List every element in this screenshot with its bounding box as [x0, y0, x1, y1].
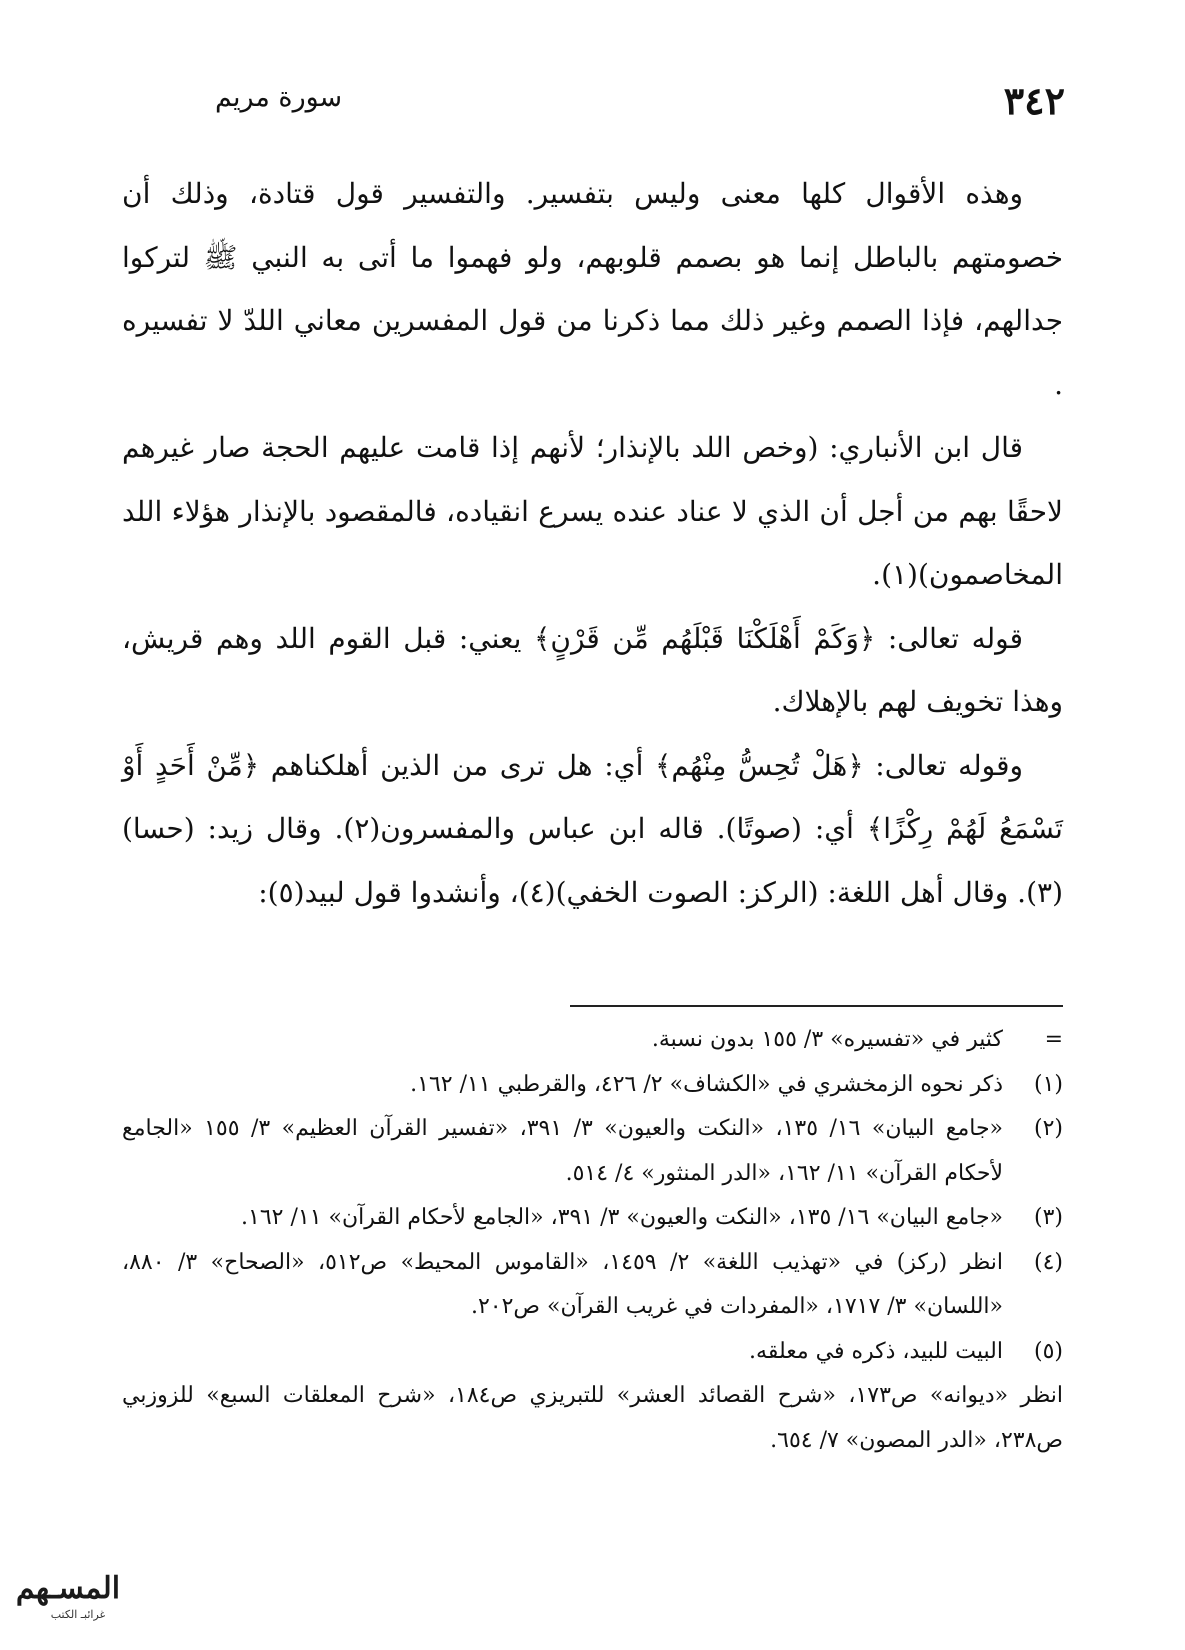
footnotes — [122, 1018, 1063, 1463]
footnote-marker: (٤) — [1033, 1249, 1063, 1275]
watermark-main-text: المسـهم — [15, 1571, 121, 1606]
quran-verse-1: ﴿وَكَمْ أَهْلَكْنَا قَبْلَهُم مِّن قَرْنٍ﴾ — [533, 621, 876, 655]
footnote-text: «جامع البيان» ١٦/ ١٣٥، «النكت والعيون» ٣/ ٣٩١، «الجامع لأحكام القرآن» ١١/ ١٦٢. — [241, 1205, 1003, 1230]
footnote-5-continuation: انظر «ديوانه» ص١٧٣، «شرح القصائد العشر» للتبريزي ص١٨٤، «شرح المعلقات السبع» للزوزبي ص٢٣٨، «الدر المصون» ٧/ ٦٥٤. — [122, 1383, 1063, 1453]
footnote-1 — [122, 1063, 1063, 1108]
footnote-text: البيت للبيد، ذكره في معلقه. — [749, 1338, 1003, 1364]
paragraph-3-rest: يعني: قبل القوم اللد وهم قريش، وهذا تخويف لهم بالإهلاك. — [122, 621, 1063, 718]
page-number: ٣٤٢ — [1003, 78, 1065, 123]
quran-verse-3: ﴿مِّنْ أَحَدٍ أَوْ تَسْمَعُ لَهُمْ رِكْزًا﴾ — [122, 748, 1063, 845]
watermark-sub-text: غرائبـ الكتب — [50, 1608, 106, 1621]
footnote-marker: (٢) — [1033, 1116, 1063, 1141]
footnote-5 — [122, 1330, 1063, 1375]
running-title: سورة مريم — [215, 82, 343, 113]
paragraph-2: قال ابن الأنباري: (وخص اللد بالإنذار؛ لأنهم إذا قامت عليهم الحجة صار غيرهم لاحقًا بهم من أجل أن الذي لا عناد عنده يسرع انقياده، فالمقصود بالإنذار هؤلاء اللد المخاصمون)(١). — [122, 431, 1063, 591]
paragraph-4-mid: أي: هل ترى من الذين أهلكناهم — [259, 748, 655, 782]
footnote-2 — [122, 1107, 1063, 1196]
footnote-text: «جامع البيان» ١٦/ ١٣٥، «النكت والعيون» ٣/ ٣٩١، «تفسير القرآن العظيم» ٣/ ١٥٥ «الجامع لأحكام القرآن» ١١/ ١٦٢، «الدر المنثور» ٤/ ٥١٤. — [122, 1116, 1004, 1186]
footnote-divider — [570, 1005, 1063, 1007]
footnote-continuation — [122, 1018, 1063, 1063]
quran-verse-2: ﴿هَلْ تُحِسُّ مِنْهُم﴾ — [655, 748, 864, 782]
footnote-4 — [122, 1241, 1063, 1330]
main-text — [122, 162, 1063, 924]
library-watermark-logo — [8, 1552, 128, 1632]
page-header — [120, 78, 1065, 128]
paragraph-4-lead: وقوله تعالى: — [863, 748, 1023, 782]
footnote-marker: = — [1044, 1027, 1063, 1052]
paragraph-4-rest: أي: (صوتًا). قاله ابن عباس والمفسرون(٢). وقال زيد: (حسا)(٣). وقال أهل اللغة: (الركز: الصوت الخفي)(٤)، وأنشدوا قول لبيد(٥): — [122, 812, 1063, 909]
paragraph-1: وهذه الأقوال كلها معنى وليس بتفسير. والتفسير قول قتادة، وذلك أن خصومتهم بالباطل إنما هو بصمم قلوبهم، ولو فهموا ما أتى به النبي ﷺ لتركوا جدالهم، فإذا الصمم وغير ذلك مما ذكرنا من قول المفسرين معاني اللدّ لا تفسيره . — [122, 177, 1063, 401]
footnote-3 — [122, 1196, 1063, 1241]
footnote-text: انظر (ركز) في «تهذيب اللغة» ٢/ ١٤٥٩، «القاموس المحيط» ص٥١٢، «الصحاح» ٣/ ٨٨٠، «اللسان» ٣/ ١٧١٧، «المفردات في غريب القرآن» ص٢٠٢. — [122, 1249, 1004, 1319]
paragraph-4 — [122, 734, 1063, 925]
footnote-marker: (٣) — [1033, 1205, 1063, 1230]
footnote-text: ذكر نحوه الزمخشري في «الكشاف» ٢/ ٤٢٦، والقرطبي ١١/ ١٦٢. — [410, 1071, 1003, 1097]
footnote-marker: (٥) — [1033, 1338, 1063, 1364]
paragraph-3-lead: قوله تعالى: — [875, 621, 1023, 655]
footnote-text: كثير في «تفسيره» ٣/ ١٥٥ بدون نسبة. — [651, 1027, 1003, 1052]
paragraph-3 — [122, 607, 1063, 734]
footnote-marker: (١) — [1033, 1071, 1063, 1097]
